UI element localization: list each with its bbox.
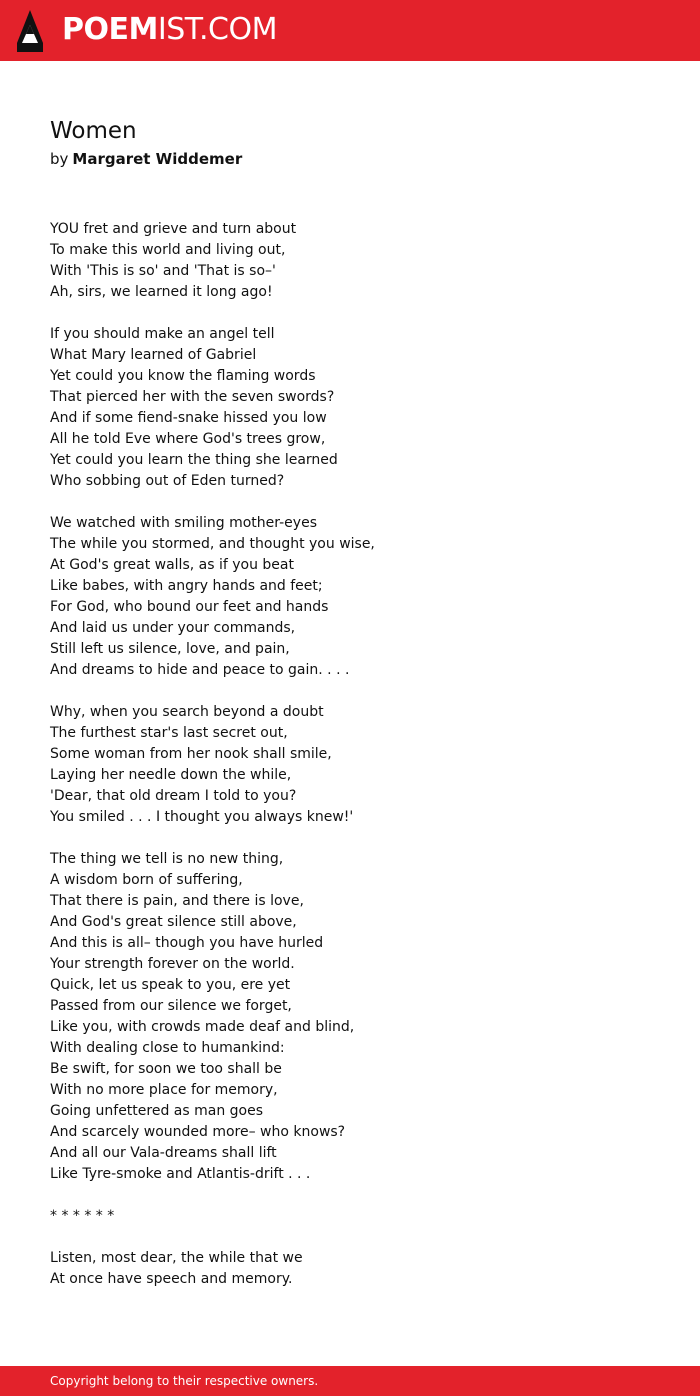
poem-stanza (50, 1206, 670, 1227)
poem-line: And dreams to hide and peace to gain. . . . (50, 662, 350, 678)
poem-line: To make this world and living out, (50, 242, 286, 258)
poem-line: That pierced her with the seven swords? (50, 389, 335, 405)
poem-line: Who sobbing out of Eden turned? (50, 473, 285, 489)
poem-line: And all our Vala-dreams shall lift (50, 1145, 277, 1161)
site-header (0, 0, 700, 61)
poem-body (50, 219, 670, 1290)
poem-line: Ah, sirs, we learned it long ago! (50, 284, 273, 300)
by-label: by (50, 150, 69, 168)
poem-stanza (50, 1248, 670, 1290)
site-footer (0, 1366, 700, 1396)
poem-line: That there is pain, and there is love, (50, 893, 304, 909)
site-logo-link[interactable] (62, 11, 277, 49)
poem-stanza (50, 513, 670, 681)
brand-bold-text: POEM (62, 12, 158, 47)
poem-line: Going unfettered as man goes (50, 1103, 264, 1119)
poem-line: If you should make an angel tell (50, 326, 275, 342)
poem-line: Be swift, for soon we too shall be (50, 1061, 282, 1077)
poem-stanza (50, 324, 670, 492)
poem-line: And laid us under your commands, (50, 620, 296, 636)
poem-line: Like Tyre-smoke and Atlantis-drift . . . (50, 1166, 311, 1182)
poem-line: Quick, let us speak to you, ere yet (50, 977, 291, 993)
poem-line: And scarcely wounded more– who knows? (50, 1124, 346, 1140)
poem-line: With no more place for memory, (50, 1082, 278, 1098)
poem-line: Yet could you learn the thing she learned (50, 452, 338, 468)
poem-line: A wisdom born of suffering, (50, 872, 243, 888)
poem-stanza (50, 219, 670, 303)
pencil-tip-icon[interactable] (16, 9, 44, 53)
poem-line: Your strength forever on the world. (50, 956, 295, 972)
poem-line: Like you, with crowds made deaf and blind, (50, 1019, 355, 1035)
poem-line: At God's great walls, as if you beat (50, 557, 294, 573)
poem-line: We watched with smiling mother-eyes (50, 515, 317, 531)
poem-line: And if some fiend-snake hissed you low (50, 410, 327, 426)
poem-stanza (50, 849, 670, 1185)
poem-line: 'Dear, that old dream I told to you? (50, 788, 297, 804)
poem-line: And God's great silence still above, (50, 914, 297, 930)
byline (50, 149, 242, 169)
poem-line: For God, who bound our feet and hands (50, 599, 329, 615)
poem-title: Women (50, 118, 137, 144)
poem-line: The furthest star's last secret out, (50, 725, 288, 741)
poem-line: YOU fret and grieve and turn about (50, 221, 297, 237)
poem-line: Some woman from her nook shall smile, (50, 746, 332, 762)
poem-line: Laying her needle down the while, (50, 767, 292, 783)
poem-line: What Mary learned of Gabriel (50, 347, 257, 363)
poem-line: Listen, most dear, the while that we (50, 1250, 303, 1266)
poem-line: The while you stormed, and thought you wise, (50, 536, 375, 552)
author-name: Margaret Widdemer (72, 150, 243, 168)
poem-line: Still left us silence, love, and pain, (50, 641, 290, 657)
poem-line: All he told Eve where God's trees grow, (50, 431, 326, 447)
poem-line: * * * * * * (50, 1208, 115, 1224)
poem-line: Yet could you know the flaming words (50, 368, 316, 384)
poem-line: With dealing close to humankind: (50, 1040, 285, 1056)
poem-line: Why, when you search beyond a doubt (50, 704, 324, 720)
poem-line: The thing we tell is no new thing, (50, 851, 284, 867)
poem-line: With 'This is so' and 'That is so–' (50, 263, 276, 279)
copyright-text: Copyright belong to their respective owners. (50, 1374, 319, 1388)
poem-line: At once have speech and memory. (50, 1271, 293, 1287)
poem-line: Passed from our silence we forget, (50, 998, 292, 1014)
poem-stanza (50, 702, 670, 828)
poem-line: Like babes, with angry hands and feet; (50, 578, 323, 594)
brand-light-text: IST.COM (157, 12, 277, 47)
poem-line: You smiled . . . I thought you always knew!' (50, 809, 354, 825)
poem-line: And this is all– though you have hurled (50, 935, 324, 951)
